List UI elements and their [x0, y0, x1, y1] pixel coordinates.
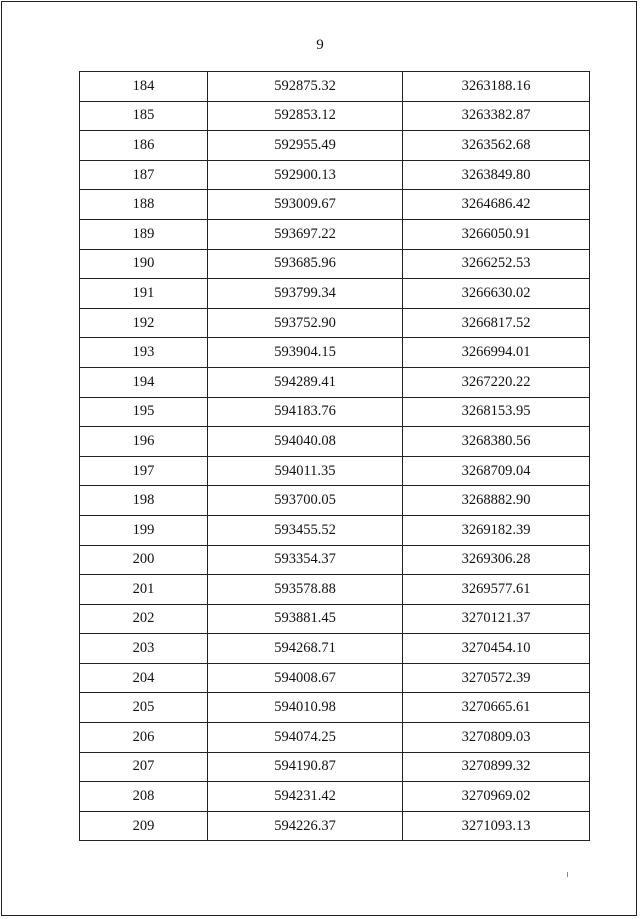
y-coordinate-cell: 3270121.37: [403, 604, 590, 634]
x-coordinate-cell: 594040.08: [208, 427, 403, 457]
x-coordinate-cell: 594268.71: [208, 634, 403, 664]
point-id-cell: 207: [80, 752, 208, 782]
point-id-cell: 189: [80, 219, 208, 249]
table-row: [80, 72, 590, 102]
point-id-cell: 206: [80, 723, 208, 753]
point-id-cell: 200: [80, 545, 208, 575]
x-coordinate-cell: 592955.49: [208, 131, 403, 161]
x-coordinate-cell: 593009.67: [208, 190, 403, 220]
table-row: [80, 456, 590, 486]
table-row: [80, 367, 590, 397]
x-coordinate-cell: 594190.87: [208, 752, 403, 782]
table-row: [80, 397, 590, 427]
point-id-cell: 195: [80, 397, 208, 427]
table-row: [80, 634, 590, 664]
y-coordinate-cell: 3270809.03: [403, 723, 590, 753]
table-row: [80, 160, 590, 190]
x-coordinate-cell: 594183.76: [208, 397, 403, 427]
y-coordinate-cell: 3263382.87: [403, 101, 590, 131]
table-row: [80, 486, 590, 516]
y-coordinate-cell: 3268380.56: [403, 427, 590, 457]
x-coordinate-cell: 593904.15: [208, 338, 403, 368]
table-row: [80, 575, 590, 605]
y-coordinate-cell: 3269577.61: [403, 575, 590, 605]
y-coordinate-cell: 3270665.61: [403, 693, 590, 723]
point-id-cell: 186: [80, 131, 208, 161]
x-coordinate-cell: 592875.32: [208, 72, 403, 102]
point-id-cell: 203: [80, 634, 208, 664]
y-coordinate-cell: 3269182.39: [403, 515, 590, 545]
y-coordinate-cell: 3266817.52: [403, 308, 590, 338]
point-id-cell: 197: [80, 456, 208, 486]
y-coordinate-cell: 3268882.90: [403, 486, 590, 516]
point-id-cell: 209: [80, 811, 208, 841]
table-row: [80, 723, 590, 753]
point-id-cell: 185: [80, 101, 208, 131]
x-coordinate-cell: 593752.90: [208, 308, 403, 338]
x-coordinate-cell: 594226.37: [208, 811, 403, 841]
x-coordinate-cell: 593685.96: [208, 249, 403, 279]
y-coordinate-cell: 3266252.53: [403, 249, 590, 279]
point-id-cell: 204: [80, 663, 208, 693]
x-coordinate-cell: 593697.22: [208, 219, 403, 249]
x-coordinate-cell: 593881.45: [208, 604, 403, 634]
table-row: [80, 604, 590, 634]
x-coordinate-cell: 593578.88: [208, 575, 403, 605]
x-coordinate-cell: 593700.05: [208, 486, 403, 516]
x-coordinate-cell: 594289.41: [208, 367, 403, 397]
table-row: [80, 249, 590, 279]
x-coordinate-cell: 593354.37: [208, 545, 403, 575]
table-row: [80, 279, 590, 309]
point-id-cell: 184: [80, 72, 208, 102]
y-coordinate-cell: 3266630.02: [403, 279, 590, 309]
table-row: [80, 338, 590, 368]
point-id-cell: 190: [80, 249, 208, 279]
coordinate-table-body: [80, 72, 590, 841]
y-coordinate-cell: 3270454.10: [403, 634, 590, 664]
y-coordinate-cell: 3268709.04: [403, 456, 590, 486]
x-coordinate-cell: 592853.12: [208, 101, 403, 131]
table-row: [80, 427, 590, 457]
y-coordinate-cell: 3266050.91: [403, 219, 590, 249]
table-row: [80, 811, 590, 841]
table-row: [80, 101, 590, 131]
x-coordinate-cell: 592900.13: [208, 160, 403, 190]
point-id-cell: 205: [80, 693, 208, 723]
point-id-cell: 192: [80, 308, 208, 338]
x-coordinate-cell: 594074.25: [208, 723, 403, 753]
table-row: [80, 515, 590, 545]
table-row: [80, 190, 590, 220]
scan-artifact: [567, 872, 568, 877]
point-id-cell: 188: [80, 190, 208, 220]
y-coordinate-cell: 3269306.28: [403, 545, 590, 575]
y-coordinate-cell: 3266994.01: [403, 338, 590, 368]
table-row: [80, 219, 590, 249]
point-id-cell: 194: [80, 367, 208, 397]
point-id-cell: 201: [80, 575, 208, 605]
y-coordinate-cell: 3268153.95: [403, 397, 590, 427]
x-coordinate-cell: 594011.35: [208, 456, 403, 486]
y-coordinate-cell: 3271093.13: [403, 811, 590, 841]
x-coordinate-cell: 593455.52: [208, 515, 403, 545]
table-row: [80, 545, 590, 575]
y-coordinate-cell: 3270899.32: [403, 752, 590, 782]
y-coordinate-cell: 3264686.42: [403, 190, 590, 220]
table-row: [80, 752, 590, 782]
y-coordinate-cell: 3267220.22: [403, 367, 590, 397]
table-row: [80, 663, 590, 693]
table-row: [80, 782, 590, 812]
table-row: [80, 131, 590, 161]
point-id-cell: 198: [80, 486, 208, 516]
page-number: 9: [316, 37, 324, 53]
point-id-cell: 187: [80, 160, 208, 190]
coordinate-table: [79, 71, 590, 841]
x-coordinate-cell: 594010.98: [208, 693, 403, 723]
y-coordinate-cell: 3263188.16: [403, 72, 590, 102]
table-row: [80, 693, 590, 723]
table-row: [80, 308, 590, 338]
y-coordinate-cell: 3263562.68: [403, 131, 590, 161]
point-id-cell: 196: [80, 427, 208, 457]
point-id-cell: 193: [80, 338, 208, 368]
y-coordinate-cell: 3270969.02: [403, 782, 590, 812]
y-coordinate-cell: 3270572.39: [403, 663, 590, 693]
x-coordinate-cell: 594231.42: [208, 782, 403, 812]
point-id-cell: 208: [80, 782, 208, 812]
point-id-cell: 199: [80, 515, 208, 545]
x-coordinate-cell: 594008.67: [208, 663, 403, 693]
point-id-cell: 191: [80, 279, 208, 309]
point-id-cell: 202: [80, 604, 208, 634]
x-coordinate-cell: 593799.34: [208, 279, 403, 309]
y-coordinate-cell: 3263849.80: [403, 160, 590, 190]
